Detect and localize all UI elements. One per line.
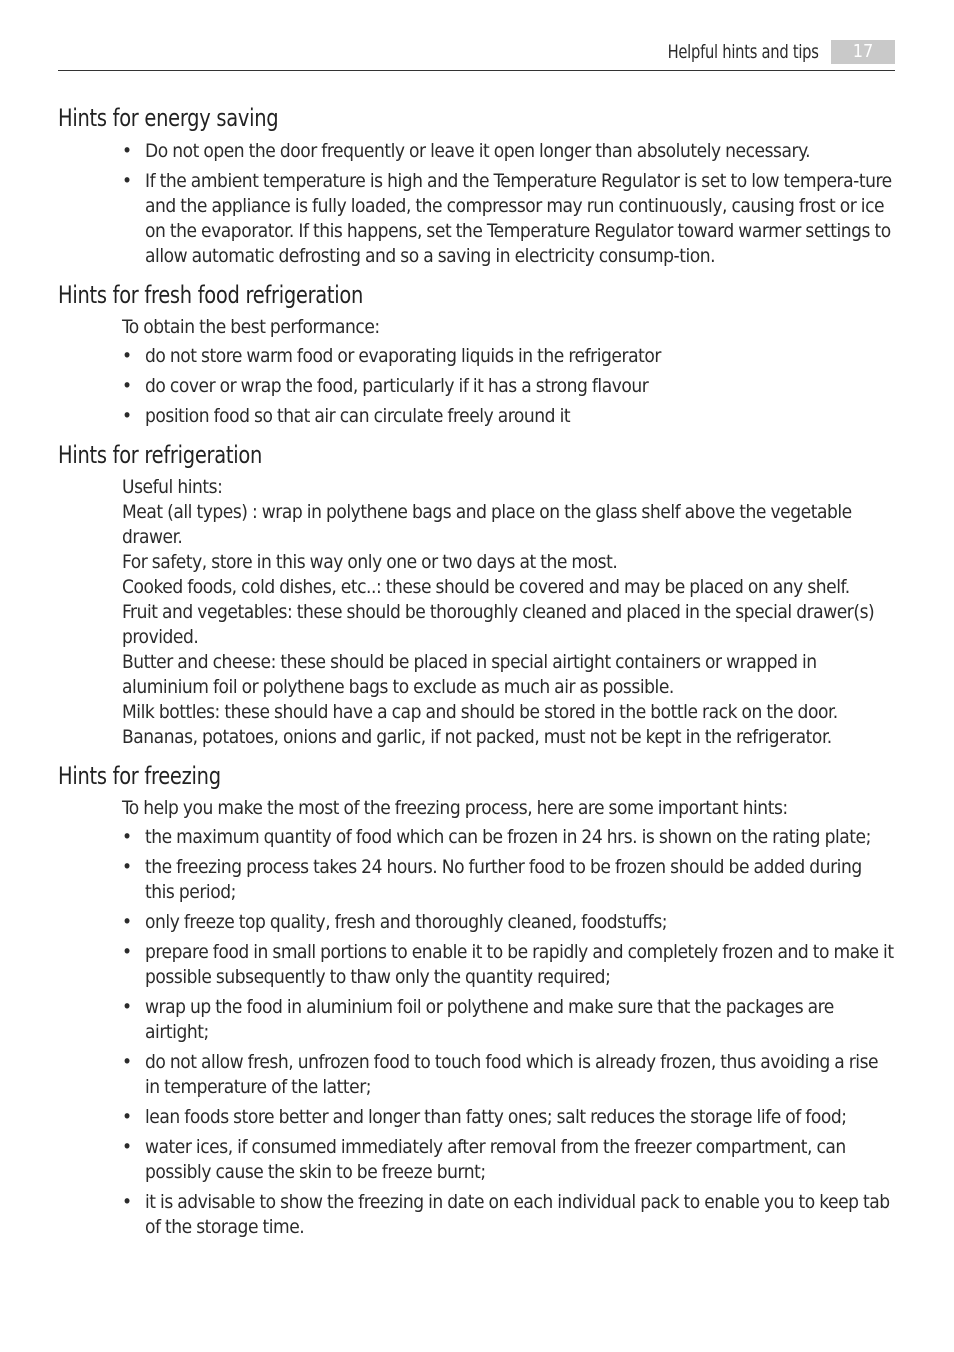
bullet-icon: • bbox=[122, 170, 132, 192]
list-item-text: the maximum quantity of food which can be frozen in 24 hrs. is shown on the rating plate; bbox=[145, 826, 871, 848]
section-freezing bbox=[58, 760, 895, 1240]
freezing-list bbox=[58, 825, 895, 1240]
page-number: 17 bbox=[831, 40, 895, 64]
hint-line: Fruit and vegetables: these should be thoroughly cleaned and placed in the special drawer(s) provided. bbox=[122, 601, 875, 648]
list-item bbox=[58, 404, 895, 429]
list-item-text: do not store warm food or evaporating liquids in the refrigerator bbox=[145, 345, 661, 367]
bullet-icon: • bbox=[122, 375, 132, 397]
bullet-icon: • bbox=[122, 1051, 132, 1073]
list-item bbox=[58, 139, 895, 164]
list-item bbox=[58, 169, 895, 269]
hint-line: Milk bottles: these should have a cap and should be stored in the bottle rack on the door. bbox=[122, 701, 838, 723]
hint-line: Butter and cheese: these should be placed in special airtight containers or wrapped in aluminium foil or polythene bags to exclude as much air as possible. bbox=[122, 651, 817, 698]
bullet-icon: • bbox=[122, 405, 132, 427]
section-fresh-food bbox=[58, 279, 895, 429]
bullet-icon: • bbox=[122, 996, 132, 1018]
list-item bbox=[58, 825, 895, 850]
hint-line: Useful hints: bbox=[122, 476, 223, 498]
list-item-text: the freezing process takes 24 hours. No further food to be frozen should be added during this period; bbox=[145, 856, 862, 903]
list-item-text: do cover or wrap the food, particularly if it has a strong flavour bbox=[145, 375, 649, 397]
section-title-energy-saving: Hints for energy saving bbox=[58, 104, 279, 132]
list-item bbox=[58, 374, 895, 399]
list-item bbox=[58, 344, 895, 369]
list-item bbox=[58, 1105, 895, 1130]
list-item-text: wrap up the food in aluminium foil or polythene and make sure that the packages are airtight; bbox=[145, 996, 834, 1043]
fresh-food-list bbox=[58, 344, 895, 429]
list-item-text: position food so that air can circulate freely around it bbox=[145, 405, 571, 427]
list-item bbox=[58, 1135, 895, 1185]
section-title-fresh-food: Hints for fresh food refrigeration bbox=[58, 281, 364, 309]
list-item bbox=[58, 855, 895, 905]
header-title: Helpful hints and tips bbox=[667, 41, 819, 63]
bullet-icon: • bbox=[122, 140, 132, 162]
page-content bbox=[58, 102, 895, 1250]
list-item-text: only freeze top quality, fresh and thoroughly cleaned, foodstuffs; bbox=[145, 911, 668, 933]
bullet-icon: • bbox=[122, 1106, 132, 1128]
list-item-text: it is advisable to show the freezing in date on each individual pack to enable you to keep tab of the storage time. bbox=[145, 1191, 890, 1238]
bullet-icon: • bbox=[122, 856, 132, 878]
list-item-text: If the ambient temperature is high and the Temperature Regulator is set to low tempera-ture and the appliance is fully loaded, the compressor may run continuously, causing frost or ice on the evaporator. If this happens, set the Temperature Regulator toward warmer settings to allow automatic defrosting and so a saving in electricity consump-tion. bbox=[145, 170, 892, 267]
hint-line: Bananas, potatoes, onions and garlic, if not packed, must not be kept in the refrigerator. bbox=[122, 726, 832, 748]
bullet-icon: • bbox=[122, 1136, 132, 1158]
bullet-icon: • bbox=[122, 345, 132, 367]
hint-line: For safety, store in this way only one or two days at the most. bbox=[122, 551, 618, 573]
section-energy-saving bbox=[58, 102, 895, 269]
bullet-icon: • bbox=[122, 941, 132, 963]
list-item-text: Do not open the door frequently or leave it open longer than absolutely necessary. bbox=[145, 140, 811, 162]
list-item bbox=[58, 910, 895, 935]
list-item bbox=[58, 940, 895, 990]
list-item bbox=[58, 1190, 895, 1240]
hint-line: Cooked foods, cold dishes, etc..: these should be covered and may be placed on any shelf. bbox=[122, 576, 850, 598]
list-item-text: water ices, if consumed immediately after removal from the freezer compartment, can possibly cause the skin to be freeze burnt; bbox=[145, 1136, 846, 1183]
list-item bbox=[58, 995, 895, 1045]
energy-saving-list bbox=[58, 139, 895, 269]
page-header bbox=[58, 40, 895, 71]
freezing-intro: To help you make the most of the freezing process, here are some important hints: bbox=[122, 797, 788, 819]
bullet-icon: • bbox=[122, 826, 132, 848]
list-item-text: do not allow fresh, unfrozen food to touch food which is already frozen, thus avoiding a rise in temperature of the latter; bbox=[145, 1051, 879, 1098]
fresh-food-intro: To obtain the best performance: bbox=[122, 316, 380, 338]
refrigeration-hints bbox=[122, 475, 895, 750]
section-title-refrigeration: Hints for refrigeration bbox=[58, 441, 263, 469]
bullet-icon: • bbox=[122, 1191, 132, 1213]
section-title-freezing: Hints for freezing bbox=[58, 762, 221, 790]
hint-line: Meat (all types) : wrap in polythene bags and place on the glass shelf above the vegetable drawer. bbox=[122, 501, 852, 548]
section-refrigeration bbox=[58, 439, 895, 750]
list-item-text: lean foods store better and longer than fatty ones; salt reduces the storage life of food; bbox=[145, 1106, 847, 1128]
list-item bbox=[58, 1050, 895, 1100]
bullet-icon: • bbox=[122, 911, 132, 933]
list-item-text: prepare food in small portions to enable it to be rapidly and completely frozen and to make it possible subsequently to thaw only the quantity required; bbox=[145, 941, 894, 988]
